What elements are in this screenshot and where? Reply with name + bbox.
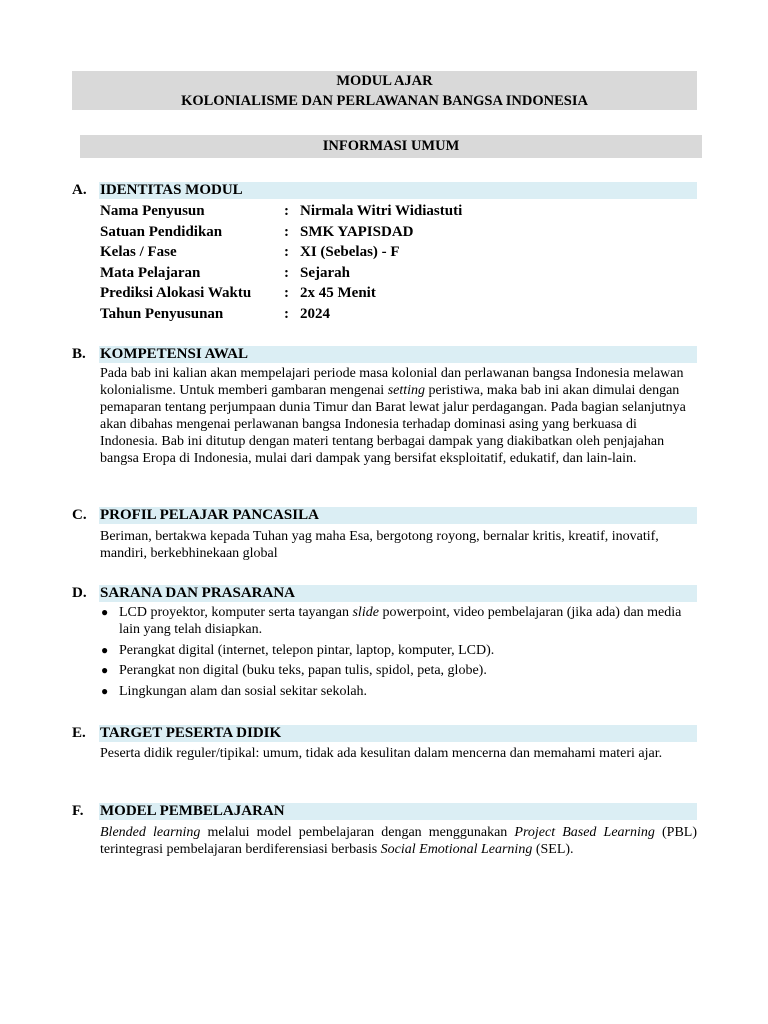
identity-label: Mata Pelajaran <box>100 264 201 281</box>
module-title-line1: MODUL AJAR <box>336 73 433 89</box>
module-title-line2: KOLONIALISME DAN PERLAWANAN BANGSA INDONESIA <box>181 93 588 109</box>
identity-row <box>100 222 500 243</box>
section-b-paragraph <box>100 365 697 467</box>
section-c-title: PROFIL PELAJAR PANCASILA <box>100 507 319 523</box>
list-item-text: Perangkat non digital (buku teks, papan tulis, spidol, peta, globe). <box>119 663 487 678</box>
section-d-heading <box>72 585 697 602</box>
section-f-italic3: Social Emotional Learning <box>380 842 533 857</box>
identity-value: Nirmala Witri Widiastuti <box>300 203 463 219</box>
identity-colon: : <box>284 264 289 281</box>
bullet-icon: ● <box>101 683 109 698</box>
list-item <box>100 642 697 659</box>
section-f-text3: (SEL). <box>532 842 574 857</box>
identity-row <box>100 242 500 263</box>
identity-label: Nama Penyusun <box>100 203 205 219</box>
module-title-box <box>72 71 697 110</box>
section-b-title: KOMPETENSI AWAL <box>100 346 248 362</box>
section-c-heading <box>72 507 697 524</box>
section-f-italic2: Project Based Learning <box>514 825 655 840</box>
bullet-icon: ● <box>101 605 109 619</box>
identity-colon: : <box>284 244 289 261</box>
identity-value: 2024 <box>300 305 330 322</box>
section-f-italic1: Blended learning <box>100 825 201 840</box>
section-f-title: MODEL PEMBELAJARAN <box>100 803 285 819</box>
list-item-text: powerpoint, video pembelajaran (jika ada) dan media lain yang telah disiapkan. <box>119 605 682 637</box>
facilities-list <box>100 604 697 703</box>
identity-row <box>100 263 500 284</box>
identity-label: Tahun Penyusunan <box>100 305 224 322</box>
identity-table <box>100 201 500 325</box>
section-e-letter: E. <box>72 725 86 741</box>
list-item-italic: slide <box>352 605 379 620</box>
section-c-paragraph: Beriman, bertakwa kepada Tuhan yag maha Esa, bergotong royong, bernalar kritis, kreatif, inovatif, mandiri, berkebhinekaan global <box>100 529 659 561</box>
section-a-heading <box>72 182 697 199</box>
bullet-icon: ● <box>101 642 109 657</box>
section-d-letter: D. <box>72 585 87 601</box>
list-item-text: Perangkat digital (internet, telepon pintar, laptop, komputer, LCD). <box>119 642 495 658</box>
identity-row <box>100 304 500 325</box>
section-c-letter: C. <box>72 507 87 523</box>
section-e-heading <box>72 725 697 742</box>
identity-value: SMK YAPISDAD <box>300 223 414 240</box>
identity-row <box>100 201 500 222</box>
list-item-text: Lingkungan alam dan sosial sekitar sekolah. <box>119 683 368 699</box>
list-item-text: LCD proyektor, komputer serta tayangan <box>119 605 353 620</box>
list-item <box>100 604 697 638</box>
identity-value: 2x 45 Menit <box>300 285 376 302</box>
section-e-paragraph: Peserta didik reguler/tipikal: umum, tidak ada kesulitan dalam mencerna dan memahami materi ajar. <box>100 746 663 761</box>
identity-label: Kelas / Fase <box>100 244 177 261</box>
section-b-text-part1: Pada bab ini kalian akan mempelajari periode masa kolonial dan perlawanan bangsa Indonesia melawan kolonialisme. Untuk memberi gambaran mengenai <box>100 366 684 398</box>
list-item <box>100 683 697 700</box>
identity-label: Satuan Pendidikan <box>100 223 223 240</box>
identity-row <box>100 283 500 304</box>
identity-value: XI (Sebelas) - F <box>300 244 400 261</box>
list-item <box>100 662 697 679</box>
identity-colon: : <box>284 223 289 240</box>
section-b-text-part2: peristiwa, maka bab ini akan dimulai dengan pemaparan tentang perjumpaan dunia Timur dan Barat lewat jalur perdagangan. Pada bagian selanjutnya akan dibahas mengenai perlawanan bangsa Indonesia terhadap dominasi asing yang berkuasa di Indonesia. Bab ini ditutup dengan materi tentang berbagai dampak yang diakibatkan oleh penjajahan bangsa Eropa di Indonesia, mulai dari dampak yang bersifat eksploitatif, edukatif, dan lain-lain. <box>100 383 686 466</box>
section-f-letter: F. <box>72 803 84 819</box>
section-a-letter: A. <box>72 182 87 198</box>
section-f-paragraph <box>100 824 697 858</box>
section-f-text2: (PBL) terintegrasi pembelajaran berdiferensiasi berbasis <box>100 825 697 857</box>
section-b-text-italic: setting <box>387 383 426 398</box>
section-b-heading <box>72 346 697 363</box>
section-f-text1: melalui model pembelajaran dengan menggunakan <box>200 825 515 840</box>
identity-label: Prediksi Alokasi Waktu <box>100 285 252 302</box>
section-b-letter: B. <box>72 346 86 362</box>
section-a-title: IDENTITAS MODUL <box>100 182 243 198</box>
section-d-title: SARANA DAN PRASARANA <box>100 585 296 601</box>
identity-colon: : <box>284 285 289 302</box>
section-f-heading <box>72 803 697 820</box>
identity-colon: : <box>284 203 289 219</box>
identity-colon: : <box>284 305 289 322</box>
section-e-title: TARGET PESERTA DIDIK <box>100 725 282 741</box>
info-umum-heading: INFORMASI UMUM <box>80 135 702 158</box>
bullet-icon: ● <box>101 663 109 677</box>
identity-value: Sejarah <box>300 264 350 281</box>
